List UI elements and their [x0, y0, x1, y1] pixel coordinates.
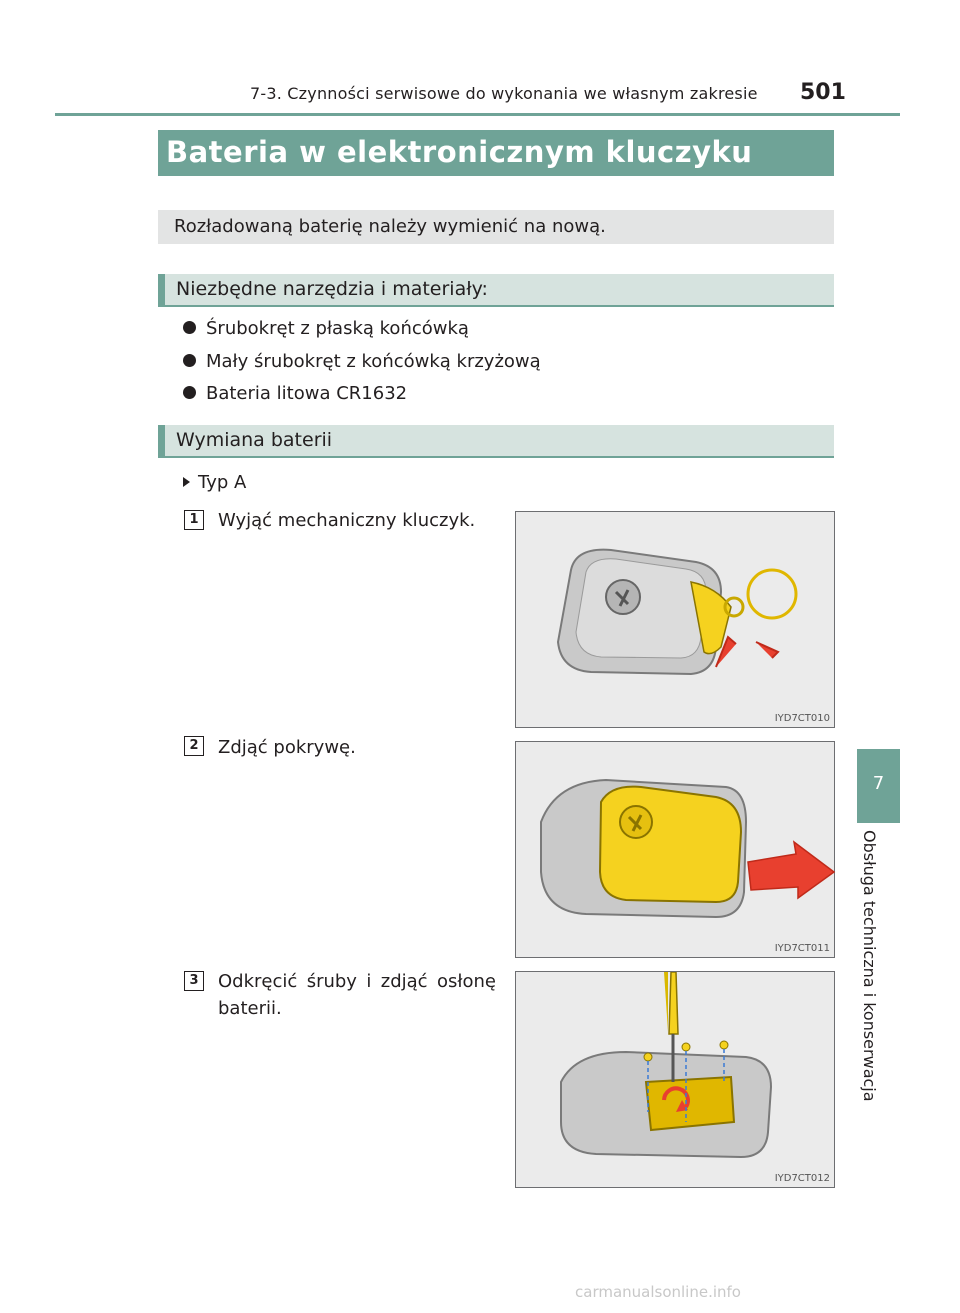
- bullet-icon: [183, 386, 196, 399]
- header-rule: [55, 113, 900, 116]
- list-item: [183, 351, 541, 372]
- running-header: 7-3. Czynności serwisowe do wykonania we własnym zakresie: [250, 84, 758, 103]
- step-number-box: 1: [184, 510, 204, 530]
- chapter-label: Obsługa techniczna i konserwacja: [860, 830, 879, 1102]
- list-item: [183, 383, 407, 404]
- type-label-text: Typ A: [198, 472, 247, 493]
- chapter-tab: [857, 749, 900, 823]
- step3-figure: [515, 971, 835, 1188]
- list-item: [183, 318, 469, 339]
- replacement-heading: Wymiana baterii: [176, 429, 333, 451]
- page-title-bar: [158, 130, 834, 176]
- intro-text: Rozładowaną baterię należy wymienić na nową.: [174, 216, 606, 237]
- type-label: [183, 472, 246, 493]
- tool-item-label: Mały śrubokręt z końcówką krzyżową: [206, 351, 541, 372]
- step-number-box: 3: [184, 971, 204, 991]
- tools-heading: Niezbędne narzędzia i materiały:: [176, 278, 488, 300]
- tool-item-label: Śrubokręt z płaską końcówką: [206, 318, 469, 339]
- step-text: Wyjąć mechaniczny kluczyk.: [218, 510, 476, 531]
- bullet-icon: [183, 354, 196, 367]
- figure-code: IYD7CT011: [774, 943, 830, 954]
- replacement-heading-bar: [158, 425, 834, 458]
- key-fob-remove-cover-illustration: [516, 742, 836, 959]
- triangle-bullet-icon: [183, 477, 190, 487]
- watermark: carmanualsonline.info: [575, 1283, 741, 1301]
- key-fob-remove-mechanical-key-illustration: [516, 512, 836, 729]
- tool-item-label: Bateria litowa CR1632: [206, 383, 408, 404]
- page-title: Bateria w elektronicznym kluczyku: [166, 135, 753, 169]
- key-fob-unscrew-battery-cover-illustration: [516, 972, 836, 1189]
- step-number-box: 2: [184, 736, 204, 756]
- intro-box: [158, 210, 834, 244]
- step1-figure: [515, 511, 835, 728]
- page-number: 501: [800, 80, 846, 105]
- tools-heading-bar: [158, 274, 834, 307]
- step2-figure: [515, 741, 835, 958]
- figure-code: IYD7CT012: [774, 1173, 830, 1184]
- figure-code: IYD7CT010: [774, 713, 830, 724]
- step-text: Zdjąć pokrywę.: [218, 737, 356, 758]
- chapter-number: 7: [872, 773, 885, 794]
- bullet-icon: [183, 321, 196, 334]
- step-text: Odkręcić śruby i zdjąć osłonę baterii.: [218, 971, 496, 1019]
